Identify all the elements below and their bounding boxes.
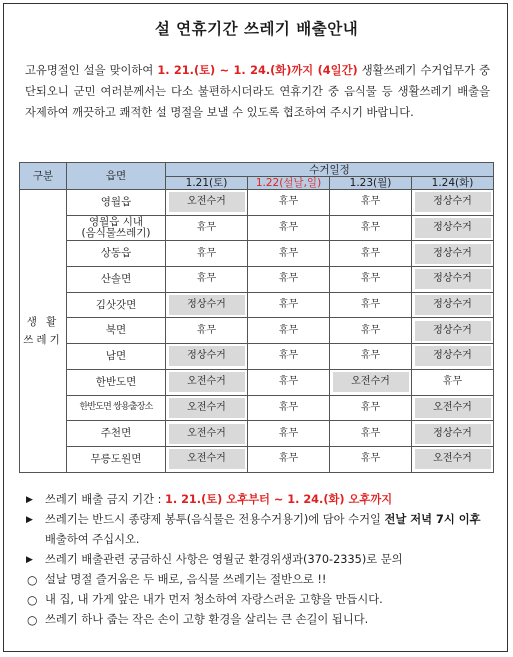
schedule-value: 정상수거 — [415, 295, 491, 315]
schedule-cell — [330, 215, 412, 241]
schedule-cell — [412, 292, 494, 318]
schedule-cell — [248, 395, 330, 421]
circle-bullet-icon: ○ — [27, 573, 38, 587]
table-row — [20, 292, 494, 318]
schedule-value: 휴무 — [333, 295, 409, 315]
schedule-cell — [248, 318, 330, 344]
schedule-value: 정상수거 — [415, 218, 491, 238]
schedule-value: 휴무 — [251, 295, 327, 315]
schedule-value: 휴무 — [169, 321, 245, 341]
schedule-cell — [248, 421, 330, 447]
schedule-value: 휴무 — [251, 449, 327, 469]
schedule-value: 오전수거 — [169, 398, 245, 418]
schedule-cell — [248, 190, 330, 216]
schedule-cell — [412, 344, 494, 370]
schedule-value: 휴무 — [251, 321, 327, 341]
schedule-value: 휴무 — [333, 346, 409, 366]
schedule-value: 정상수거 — [415, 244, 491, 264]
schedule-cell — [412, 267, 494, 293]
table-row — [20, 215, 494, 241]
schedule-cell — [166, 395, 248, 421]
area-name-cell: 남면 — [67, 344, 166, 370]
schedule-cell — [412, 215, 494, 241]
area-name-cell: 산솔면 — [67, 267, 166, 293]
area-name-cell: 무릉도원면 — [67, 446, 166, 472]
note-ban-period: 1. 21.(토) 오후부터 ~ 1. 24.(화) 오후까지 — [164, 493, 393, 506]
schedule-value: 정상수거 — [415, 346, 491, 366]
schedule-value: 휴무 — [333, 449, 409, 469]
schedule-cell — [166, 292, 248, 318]
schedule-value: 휴무 — [251, 398, 327, 418]
area-name-cell: 한반도면 쌍용출장소 — [67, 395, 166, 421]
schedule-cell — [330, 446, 412, 472]
schedule-cell — [412, 369, 494, 395]
schedule-cell — [166, 369, 248, 395]
schedule-value: 정상수거 — [169, 295, 245, 315]
schedule-cell — [166, 421, 248, 447]
schedule-value: 휴무 — [251, 424, 327, 444]
area-name-cell: 영월읍 시내 (음식물쓰레기) — [67, 215, 166, 241]
schedule-value: 휴무 — [333, 244, 409, 264]
header-area: 읍면 — [67, 163, 166, 190]
schedule-cell — [248, 292, 330, 318]
schedule-cell — [330, 190, 412, 216]
notes-section — [25, 490, 495, 630]
table-row — [20, 190, 494, 216]
table-row — [20, 267, 494, 293]
triangle-bullet-icon: ▶ — [26, 555, 33, 565]
triangle-bullet-icon: ▶ — [26, 495, 33, 505]
schedule-cell — [330, 241, 412, 267]
slogan-item — [25, 590, 495, 610]
slogan-1: 설날 명절 즐거움은 두 배로, 음식물 쓰레기는 절반으로 !! — [45, 573, 327, 586]
note-bag-text-1: 쓰레기는 반드시 종량제 봉투(음식물은 전용수거용기)에 담아 수거일 — [45, 513, 385, 526]
schedule-cell — [248, 446, 330, 472]
schedule-value: 휴무 — [251, 218, 327, 238]
area-name-cell: 한반도면 — [67, 369, 166, 395]
note-bag-text-2: 배출하여 주십시오. — [45, 533, 140, 546]
schedule-value: 오전수거 — [415, 449, 491, 469]
schedule-cell — [248, 369, 330, 395]
schedule-value: 오전수거 — [169, 449, 245, 469]
schedule-value: 정상수거 — [415, 321, 491, 341]
schedule-cell — [248, 241, 330, 267]
schedule-cell — [330, 369, 412, 395]
header-date-4: 1.24(화) — [412, 177, 494, 190]
schedule-cell — [330, 421, 412, 447]
slogan-3: 쓰레기 하나 줍는 작은 손이 고향 환경을 살리는 큰 손길이 됩니다. — [45, 613, 369, 626]
schedule-cell — [166, 446, 248, 472]
schedule-cell — [248, 344, 330, 370]
schedule-value: 휴무 — [333, 424, 409, 444]
note-item — [25, 550, 495, 570]
table-row — [20, 421, 494, 447]
schedule-value: 오전수거 — [169, 192, 245, 212]
schedule-value: 휴무 — [251, 244, 327, 264]
header-schedule: 수거일정 — [166, 163, 494, 177]
schedule-cell — [412, 446, 494, 472]
area-name-cell: 영월읍 — [67, 190, 166, 216]
schedule-cell — [330, 344, 412, 370]
schedule-cell — [330, 292, 412, 318]
schedule-value: 휴무 — [169, 218, 245, 238]
schedule-table — [19, 162, 494, 473]
schedule-cell — [412, 318, 494, 344]
intro-paragraph — [25, 60, 490, 123]
schedule-value: 오전수거 — [333, 372, 409, 392]
schedule-cell — [166, 215, 248, 241]
header-category: 구분 — [20, 163, 67, 190]
schedule-table-body — [20, 190, 494, 473]
table-row — [20, 344, 494, 370]
header-date-1: 1.21(토) — [166, 177, 248, 190]
category-cell: 생 활 쓰레기 — [20, 190, 67, 473]
schedule-cell — [166, 241, 248, 267]
schedule-value: 휴무 — [251, 192, 327, 212]
schedule-cell — [166, 318, 248, 344]
note-ban-label: 쓰레기 배출 금지 기간 : — [45, 493, 165, 506]
schedule-cell — [248, 267, 330, 293]
schedule-cell — [330, 267, 412, 293]
schedule-value: 휴무 — [251, 269, 327, 289]
schedule-cell — [412, 395, 494, 421]
schedule-cell — [330, 395, 412, 421]
schedule-cell — [166, 267, 248, 293]
schedule-value: 휴무 — [333, 398, 409, 418]
note-item — [25, 510, 495, 550]
page-title: 설 연휴기간 쓰레기 배출안내 — [154, 20, 359, 38]
schedule-cell — [412, 421, 494, 447]
schedule-cell — [166, 344, 248, 370]
header-date-2-holiday: 1.22(설날,일) — [248, 177, 330, 190]
schedule-value: 정상수거 — [415, 424, 491, 444]
area-name-cell: 북면 — [67, 318, 166, 344]
schedule-value: 오전수거 — [169, 424, 245, 444]
table-row — [20, 446, 494, 472]
schedule-cell — [412, 190, 494, 216]
header-date-3: 1.23(월) — [330, 177, 412, 190]
schedule-value: 휴무 — [333, 192, 409, 212]
schedule-value: 휴무 — [333, 269, 409, 289]
intro-text-2: 생활쓰레기 수거업무가 중단되오니 군민 여러분께서는 다소 불편하시더라도 연휴기간 중 음식물 등 생활쓰레기 배출을 자제하여 깨끗하고 쾌적한 설 명절을 보낼 수 있도록 협조하여 주시기 바랍니다. — [25, 64, 490, 119]
note-bag-time: 전날 저녁 7시 이후 — [384, 513, 481, 526]
schedule-value: 휴무 — [251, 346, 327, 366]
area-name-cell: 김삿갓면 — [67, 292, 166, 318]
intro-text-1: 고유명절인 설을 맞이하여 — [25, 64, 158, 77]
note-contact: 쓰레기 배출관련 궁금하신 사항은 영월군 환경위생과(370-2335)로 문의 — [45, 553, 403, 566]
slogan-item — [25, 570, 495, 590]
schedule-cell — [330, 318, 412, 344]
slogan-item — [25, 610, 495, 630]
schedule-value: 휴무 — [169, 269, 245, 289]
schedule-value: 휴무 — [415, 372, 491, 392]
schedule-value: 휴무 — [333, 218, 409, 238]
schedule-value: 휴무 — [251, 372, 327, 392]
schedule-cell — [166, 190, 248, 216]
table-row — [20, 241, 494, 267]
area-name-cell: 상동읍 — [67, 241, 166, 267]
schedule-value: 정상수거 — [169, 346, 245, 366]
schedule-value: 정상수거 — [415, 192, 491, 212]
circle-bullet-icon: ○ — [27, 593, 38, 607]
triangle-bullet-icon: ▶ — [26, 515, 33, 525]
table-row — [20, 395, 494, 421]
circle-bullet-icon: ○ — [27, 613, 38, 627]
note-item — [25, 490, 495, 510]
schedule-value: 휴무 — [169, 244, 245, 264]
intro-period-highlight: 1. 21.(토) ~ 1. 24.(화)까지 (4일간) — [157, 64, 358, 77]
slogan-2: 내 집, 내 가게 앞은 내가 먼저 청소하여 자랑스러운 고향을 만듭시다. — [45, 593, 383, 606]
schedule-cell — [412, 241, 494, 267]
schedule-value: 정상수거 — [415, 269, 491, 289]
area-name-cell: 주천면 — [67, 421, 166, 447]
table-row — [20, 369, 494, 395]
table-row — [20, 318, 494, 344]
schedule-value: 오전수거 — [415, 398, 491, 418]
schedule-cell — [248, 215, 330, 241]
schedule-value: 휴무 — [333, 321, 409, 341]
schedule-value: 오전수거 — [169, 372, 245, 392]
